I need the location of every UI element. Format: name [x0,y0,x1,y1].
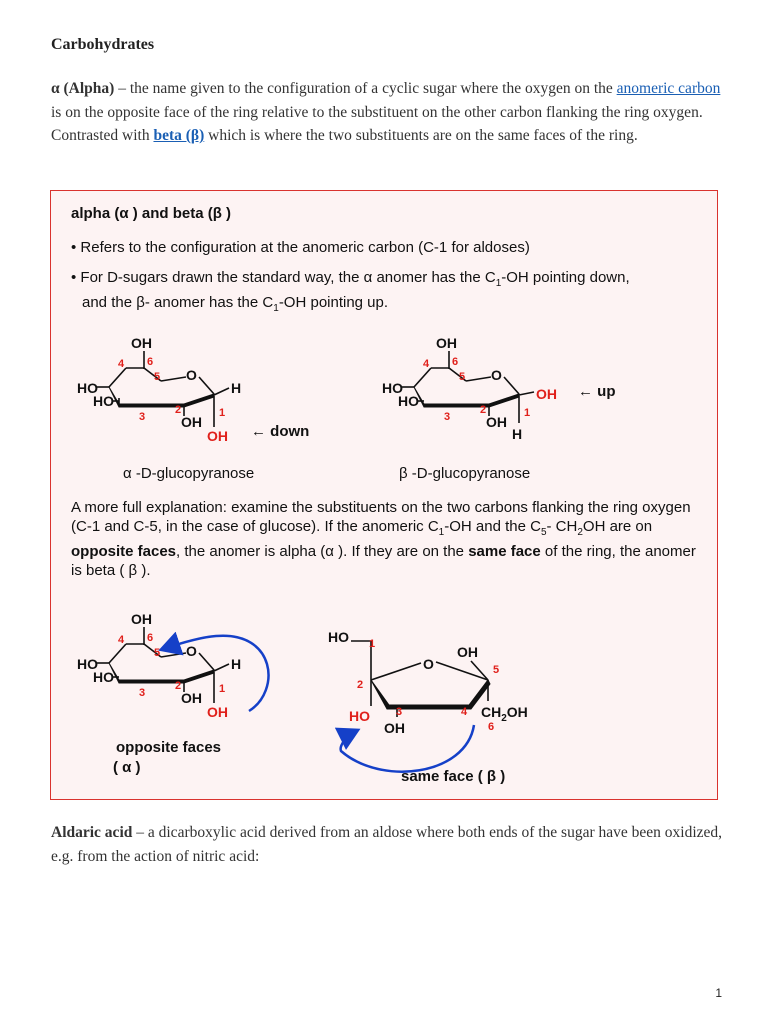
alpha-glucopyranose-structure [96,351,229,427]
svg-text:HO: HO [77,656,98,672]
opposite-faces-structure [96,627,229,703]
svg-text:HO: HO [93,669,114,685]
alpha-c4-ho: HO [77,380,98,396]
same-face-arrow [341,725,474,772]
figure-title: alpha (α ) and beta (β ) [71,205,232,222]
opposite-faces-arrow [163,636,268,711]
figure-bullet-2: • For D-sugars drawn the standard way, the α anomer has the $C_1-OH$ pointing down, and the β- anomer has the $C_1-OH$ pointing up. [71,269,630,314]
beta-c1-h: H [512,426,523,442]
svg-text:6: 6 [452,356,459,368]
opposite-faces-label: opposite faces [116,739,222,756]
svg-text:OH: OH [207,704,228,720]
alpha-text-2: is on the opposite face of the ring relative to the substituent on the other carbon flanking the ring oxygen. Contrasted with [51,103,703,144]
svg-text:O: O [186,643,197,659]
svg-text:3: 3 [444,411,451,423]
same-face-label: same face ( β ) [401,768,506,785]
svg-text:4: 4 [423,358,430,370]
aldaric-text: – a dicarboxylic acid derived from an aldose where both ends of the sugar have been oxidized, e.g. from the action of nitric acid: [51,824,723,865]
furanose-oh: OH [457,644,478,660]
furanose-c1-ho: HO [328,629,349,645]
alpha-ring-o: O [186,367,197,383]
alpha-c1-oh: OH [207,428,228,444]
beta-link[interactable]: beta (β) [153,127,205,144]
opposite-faces-alpha: ( α ) [113,759,141,776]
svg-text:1: 1 [524,407,531,419]
alpha-c2-oh: OH [181,414,202,430]
svg-text:OH: OH [181,690,202,706]
svg-text:3: 3 [396,706,403,718]
svg-text:2: 2 [480,404,487,416]
svg-text:5: 5 [154,371,161,383]
svg-text:H: H [231,656,242,672]
svg-text:5: 5 [493,664,500,676]
beta-c6-oh: OH [436,335,457,351]
furanose-c3-oh: OH [384,720,405,736]
alpha-c3-ho: HO [93,393,114,409]
svg-text:1: 1 [219,683,226,695]
beta-glucopyranose-structure [401,351,534,423]
svg-text:4: 4 [461,706,468,718]
alpha-text-1: – the name given to the configuration of a cyclic sugar where the oxygen on the [114,80,617,97]
beta-c2-oh: OH [486,414,507,430]
page-heading: Carbohydrates [51,36,155,53]
svg-text:4: 4 [118,358,125,370]
alpha-term: α (Alpha) [51,80,115,97]
svg-text:OH: OH [131,611,152,627]
svg-text:6: 6 [147,356,154,368]
beta-c1-oh: OH [536,386,557,402]
svg-text:3: 3 [139,411,146,423]
page-number: 1 [715,986,722,1000]
alpha-c6-oh: OH [131,335,152,351]
beta-name: β -D-glucopyranose [399,465,531,482]
furanose-c2-ho: HO [349,708,370,724]
alpha-down-label: ← down [251,423,310,440]
figure-bullet-1: • Refers to the configuration at the anomeric carbon (C-1 for aldoses) [71,239,530,256]
beta-ring-o: O [491,367,502,383]
svg-text:5: 5 [459,371,466,383]
alpha-text-3: which is where the two substituents are on the same faces of the ring. [204,127,638,144]
svg-text:2: 2 [175,404,182,416]
full-explanation: A more full explanation: examine the substituents on the two carbons flanking the ring oxygen (C-1 and C-5, in the case of glucose). If the anomeric $C_1-OH$ and the $C_5-$ $CH_2OH$ are on opposite faces, the anomer is alpha (α ). If they are on the same face of the ring, the anomer is beta ( β ). [71,499,696,579]
alpha-c1-h: H [231,380,242,396]
svg-text:1: 1 [369,638,376,650]
furanose-ch2oh: $CH_2OH$ [481,704,528,724]
beta-c3-ho: HO [398,393,419,409]
svg-text:6: 6 [488,721,495,733]
svg-text:5: 5 [154,647,161,659]
svg-text:1: 1 [219,407,226,419]
svg-text:6: 6 [147,632,154,644]
alpha-definition [51,77,731,148]
beta-c4-ho: HO [382,380,403,396]
svg-text:3: 3 [139,687,146,699]
structures-svg [51,191,717,799]
anomeric-carbon-link[interactable]: anomeric carbon [616,80,721,97]
alpha-beta-figure [50,190,718,800]
svg-text:2: 2 [175,680,182,692]
svg-text:2: 2 [357,679,364,691]
alpha-name: α -D-glucopyranose [123,465,255,482]
aldaric-definition [51,821,731,868]
svg-text:4: 4 [118,634,125,646]
beta-up-label: ← up [578,383,616,400]
furanose-ring-o: O [423,656,434,672]
aldaric-term: Aldaric acid [51,824,133,841]
